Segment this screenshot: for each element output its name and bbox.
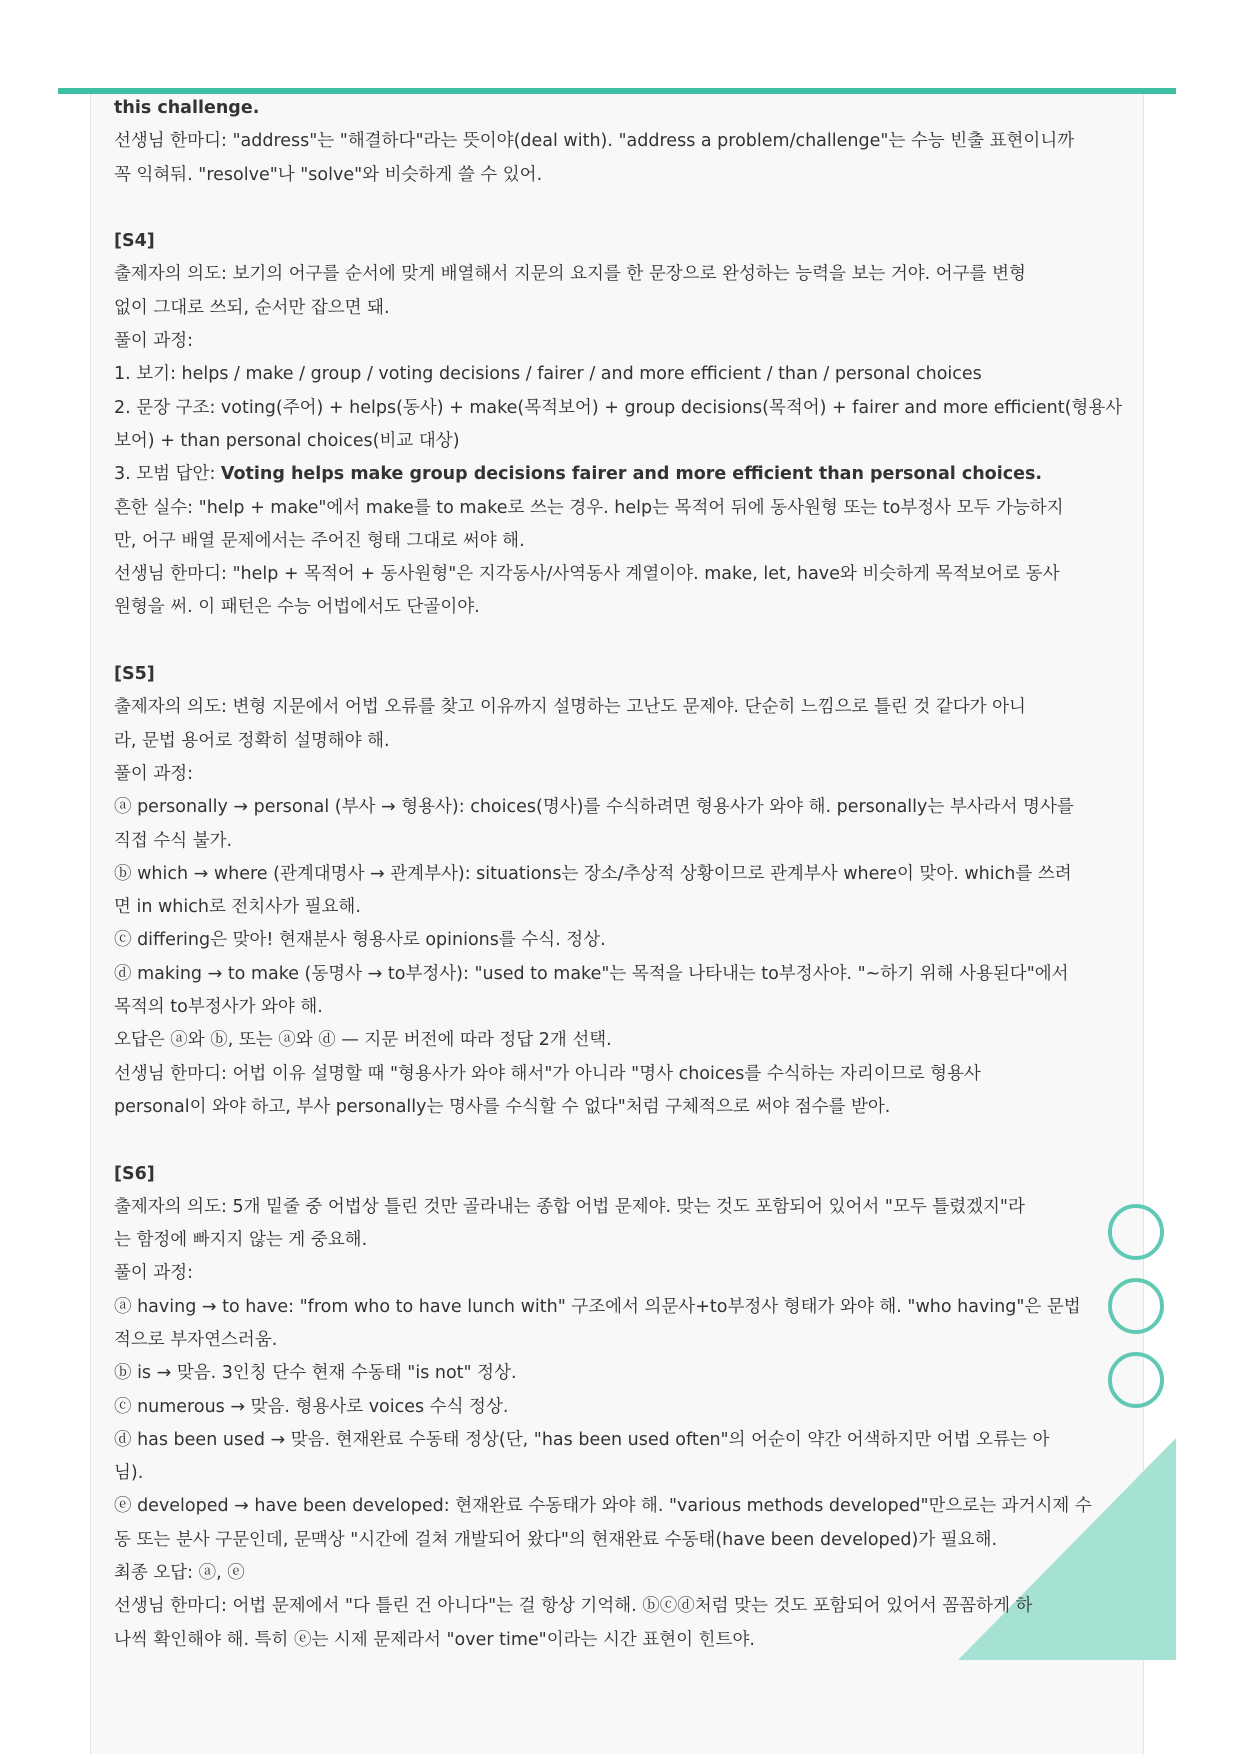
spacer [114,625,1126,658]
teacher-tip: 선생님 한마디: "address"는 "해결하다"라는 뜻이야(deal with). "address a problem/challenge"는 수능 빈출 표현이니까 [114,131,1075,152]
text-line: 는 함정에 빠지지 않는 게 중요해. [114,1230,368,1251]
text-line: 1. 보기: helps / make / group / voting decisions / fairer / and more efficient / than / personal choices [114,364,982,385]
circle-decoration [1108,1352,1164,1408]
text-line: this challenge. [114,98,260,118]
text-line: ⓑ which → where (관계대명사 → 관계부사): situations는 장소/추상적 상황이므로 관계부사 where이 맞아. which를 쓰려 [114,863,1072,884]
text-line: 직접 수식 불가. [114,830,233,851]
teacher-tip: 선생님 한마디: "help + 목적어 + 동사원형"은 지각동사/사역동사 계열이야. make, let, have와 비슷하게 목적보어로 동사 [114,564,1060,585]
text-line: 오답은 ⓐ와 ⓑ, 또는 ⓐ와 ⓓ — 지문 버전에 따라 정답 2개 선택. [114,1030,612,1051]
text-line: 꼭 익혀둬. "resolve"나 "solve"와 비슷하게 쓸 수 있어. [114,164,543,185]
section-heading-s4: [S4] [114,231,155,252]
circle-decoration [1108,1278,1164,1334]
text-line: 면 in which로 전치사가 필요해. [114,897,361,918]
common-mistake: 흔한 실수: "help + make"에서 make를 to make로 쓰는 경우. help는 목적어 뒤에 동사원형 또는 to부정사 모두 가능하지 [114,497,1064,518]
model-answer-label: 3. 모범 답안: [114,464,221,485]
spacer [114,1124,1126,1157]
circle-decoration [1108,1204,1164,1260]
text-line: ⓓ making → to make (동명사 → to부정사): "used to make"는 목적을 나타내는 to부정사야. "~하기 위해 사용된다"에서 [114,963,1069,984]
teacher-tip: 선생님 한마디: 어법 문제에서 "다 틀린 건 아니다"는 걸 항상 기억해. ⓑⓒⓓ처럼 맞는 것도 포함되어 있어서 꼼꼼하게 하 [114,1596,1033,1617]
text-line: 목적의 to부정사가 와야 해. [114,997,323,1018]
model-answer-text: Voting helps make group decisions fairer and more efficient than personal choices. [220,464,1043,485]
final-answer: 최종 오답: ⓐ, ⓔ [114,1563,245,1584]
solution-process-label: 풀이 과정: [114,763,194,784]
model-answer [114,458,1126,491]
spacer [114,192,1126,225]
document-body [114,92,1126,1657]
text-line: 적으로 부자연스러움. [114,1329,278,1350]
text-line: 보어) + than personal choices(비교 대상) [114,430,460,451]
examiner-intent: 출제자의 의도: 5개 밑줄 중 어법상 틀린 것만 골라내는 종합 어법 문제야. 맞는 것도 포함되어 있어서 "모두 틀렸겠지"라 [114,1196,1025,1217]
text-line: 2. 문장 구조: voting(주어) + helps(동사) + make(목적보어) + group decisions(목적어) + fairer and more efficient(형용사 [114,397,1123,418]
text-line: 님). [114,1463,144,1484]
text-line: 동 또는 분사 구문인데, 문맥상 "시간에 걸쳐 개발되어 왔다"의 현재완료 수동태(have been developed)가 필요해. [114,1529,998,1550]
text-line: 라, 문법 용어로 정확히 설명해야 해. [114,730,390,751]
text-line: 원형을 써. 이 패턴은 수능 어법에서도 단골이야. [114,597,480,618]
text-line: ⓒ numerous → 맞음. 형용사로 voices 수식 정상. [114,1396,509,1417]
section-heading-s6: [S6] [114,1163,155,1184]
text-line: ⓐ personally → personal (부사 → 형용사): choices(명사)를 수식하려면 형용사가 와야 해. personally는 부사라서 명사를 [114,797,1074,818]
text-line: ⓒ differing은 맞아! 현재분사 형용사로 opinions를 수식. 정상. [114,930,606,951]
text-line: ⓔ developed → have been developed: 현재완료 수동태가 와야 해. "various methods developed"만으로는 과거시제 수 [114,1496,1092,1517]
text-line: ⓓ has been used → 맞음. 현재완료 수동태 정상(단, "has been used often"의 어순이 약간 어색하지만 어법 오류는 아 [114,1429,1050,1450]
text-line: 만, 어구 배열 문제에서는 주어진 형태 그대로 써야 해. [114,530,525,551]
teacher-tip: 선생님 한마디: 어법 이유 설명할 때 "형용사가 와야 해서"가 아니라 "명사 choices를 수식하는 자리이므로 형용사 [114,1063,981,1084]
solution-process-label: 풀이 과정: [114,1263,194,1284]
solution-process-label: 풀이 과정: [114,331,194,352]
text-line: 없이 그대로 쓰되, 순서만 잡으면 돼. [114,297,390,318]
text-line: ⓑ is → 맞음. 3인칭 단수 현재 수동태 "is not" 정상. [114,1363,517,1384]
examiner-intent: 출제자의 의도: 보기의 어구를 순서에 맞게 배열해서 지문의 요지를 한 문장으로 완성하는 능력을 보는 거야. 어구를 변형 [114,264,1026,285]
text-line: personal이 와야 하고, 부사 personally는 명사를 수식할 수 없다"처럼 구체적으로 써야 점수를 받아. [114,1096,891,1117]
text-line: 나씩 확인해야 해. 특히 ⓔ는 시제 문제라서 "over time"이라는 시간 표현이 힌트야. [114,1629,755,1650]
text-line: ⓐ having → to have: "from who to have lunch with" 구조에서 의문사+to부정사 형태가 와야 해. "who having"은 문법 [114,1296,1081,1317]
section-heading-s5: [S5] [114,664,155,685]
examiner-intent: 출제자의 의도: 변형 지문에서 어법 오류를 찾고 이유까지 설명하는 고난도 문제야. 단순히 느낌으로 틀린 것 같다가 아니 [114,697,1026,718]
